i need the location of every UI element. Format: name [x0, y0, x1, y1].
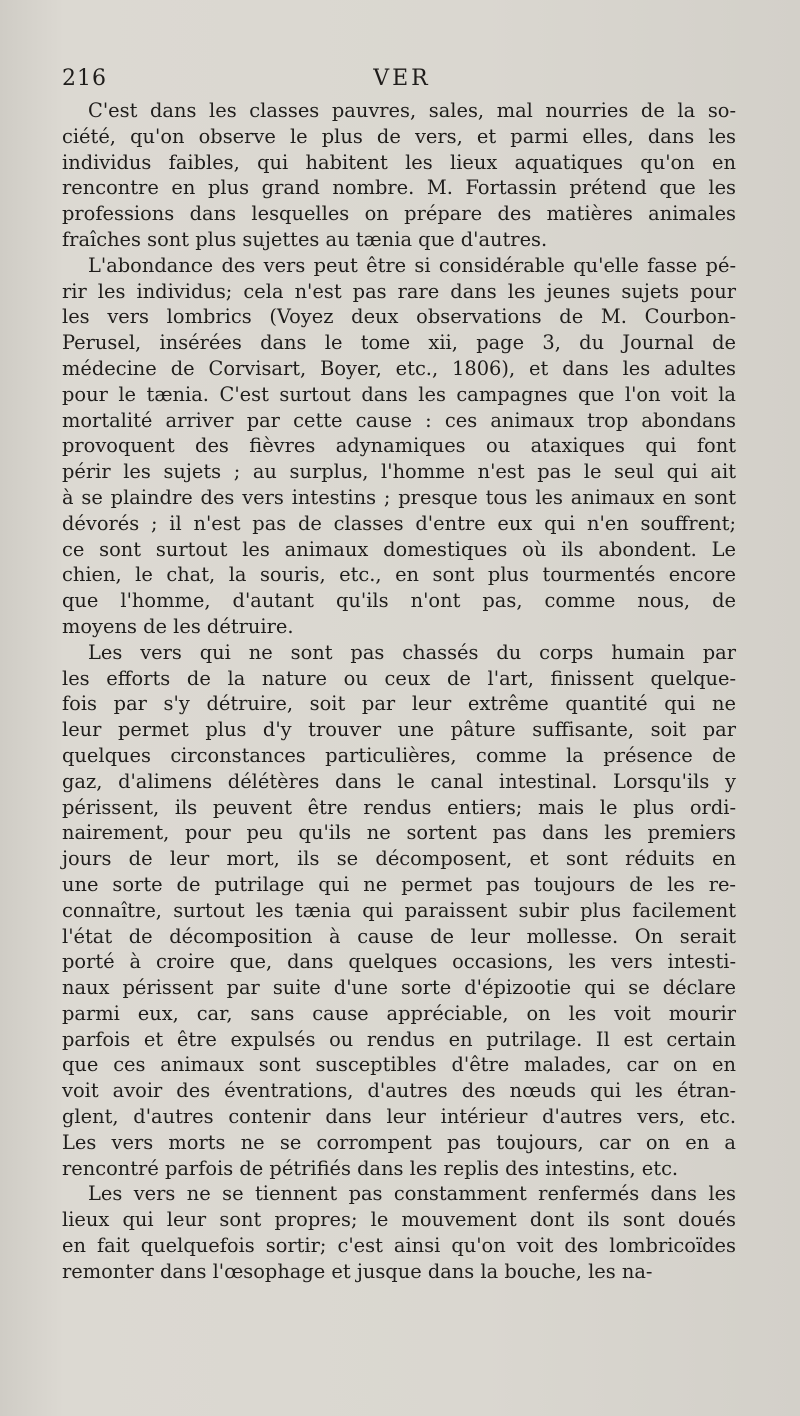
text-line: les efforts de la nature ou ceux de l'art, finissent quelque-: [62, 666, 736, 690]
text-line: jours de leur mort, ils se décomposent, et sont réduits en: [62, 847, 736, 871]
text-line: individus faibles, qui habitent les lieux aquatiques qu'on en: [62, 150, 736, 174]
text-body: [62, 98, 736, 1285]
paragraph: [62, 98, 736, 253]
text-line: glent, d'autres contenir dans leur intérieur d'autres vers, etc.: [62, 1105, 736, 1129]
text-line: Perusel, insérées dans le tome xii, page 3, du Journal de: [62, 331, 736, 355]
text-line: ciété, qu'on observe le plus de vers, et parmi elles, dans les: [62, 124, 736, 148]
text-line: C'est dans les classes pauvres, sales, mal nourries de la so-: [88, 99, 736, 122]
paragraph: [62, 640, 736, 1182]
text-line: quelques circonstances particulières, comme la présence de: [62, 743, 736, 767]
text-line: ce sont surtout les animaux domestiques où ils abondent. Le: [62, 537, 736, 561]
paragraph: [62, 1181, 736, 1284]
text-line: rir les individus; cela n'est pas rare dans les jeunes sujets pour: [62, 279, 736, 303]
text-line: remonter dans l'œsophage et jusque dans la bouche, les na-: [62, 1259, 653, 1283]
text-line: parmi eux, car, sans cause appréciable, on les voit mourir: [62, 1001, 736, 1025]
text-line: nairement, pour peu qu'ils ne sortent pas dans les premiers: [62, 821, 736, 845]
text-line: dévorés ; il n'est pas de classes d'entre eux qui n'en souffrent;: [62, 511, 736, 535]
page-number: 216: [62, 66, 107, 91]
text-line: professions dans lesquelles on prépare des matières animales: [62, 202, 736, 226]
text-line: provoquent des fièvres adynamiques ou ataxiques qui font: [62, 434, 736, 458]
text-line: Les vers qui ne sont pas chassés du corps humain par: [88, 640, 736, 664]
text-line: parfois et être expulsés ou rendus en putrilage. Il est certain: [62, 1027, 736, 1051]
text-line: l'état de décomposition à cause de leur mollesse. On serait: [62, 924, 736, 948]
text-line: les vers lombrics (Voyez deux observations de M. Courbon-: [62, 305, 736, 329]
text-line: voit avoir des éventrations, d'autres des nœuds qui les étran-: [62, 1079, 736, 1103]
text-line: rencontré parfois de pétrifiés dans les replis des intestins, etc.: [62, 1156, 679, 1180]
text-line: Les vers ne se tiennent pas constamment renfermés dans les: [88, 1182, 736, 1206]
paragraph: [62, 253, 736, 640]
text-line: pour le tænia. C'est surtout dans les campagnes que l'on voit la: [62, 382, 736, 406]
text-line: que l'homme, d'autant qu'ils n'ont pas, comme nous, de: [62, 589, 736, 613]
text-line: périr les sujets ; au surplus, l'homme n'est pas le seul qui ait: [62, 460, 736, 484]
text-line: moyens de les détruire.: [62, 614, 294, 638]
running-head: VER: [373, 66, 431, 91]
text-line: fraîches sont plus sujettes au tænia que d'autres.: [62, 227, 548, 251]
text-line: une sorte de putrilage qui ne permet pas toujours de les re-: [62, 872, 736, 896]
text-line: en fait quelquefois sortir; c'est ainsi qu'on voit des lombricoïdes: [62, 1234, 736, 1258]
text-line: leur permet plus d'y trouver une pâture suffisante, soit par: [62, 718, 736, 742]
text-line: lieux qui leur sont propres; le mouvement dont ils sont doués: [62, 1208, 736, 1232]
text-line: naux périssent par suite d'une sorte d'épizootie qui se déclare: [62, 976, 736, 1000]
text-line: que ces animaux sont susceptibles d'être malades, car on en: [62, 1053, 736, 1077]
text-line: connaître, surtout les tænia qui paraissent subir plus facilement: [62, 898, 736, 922]
text-line: Les vers morts ne se corrompent pas toujours, car on en a: [62, 1130, 736, 1154]
page-header: [62, 66, 742, 96]
text-line: périssent, ils peuvent être rendus entiers; mais le plus ordi-: [62, 795, 736, 819]
text-line: rencontre en plus grand nombre. M. Fortassin prétend que les: [62, 176, 736, 200]
text-line: médecine de Corvisart, Boyer, etc., 1806), et dans les adultes: [62, 356, 736, 380]
text-line: gaz, d'alimens délétères dans le canal intestinal. Lorsqu'ils y: [62, 769, 736, 793]
text-line: mortalité arriver par cette cause : ces animaux trop abondans: [62, 408, 736, 432]
text-line: L'abondance des vers peut être si considérable qu'elle fasse pé-: [88, 253, 736, 277]
text-line: à se plaindre des vers intestins ; presque tous les animaux en sont: [62, 485, 736, 509]
text-line: chien, le chat, la souris, etc., en sont plus tourmentés encore: [62, 563, 736, 587]
text-line: porté à croire que, dans quelques occasions, les vers intesti-: [62, 950, 736, 974]
text-line: fois par s'y détruire, soit par leur extrême quantité qui ne: [62, 692, 736, 716]
